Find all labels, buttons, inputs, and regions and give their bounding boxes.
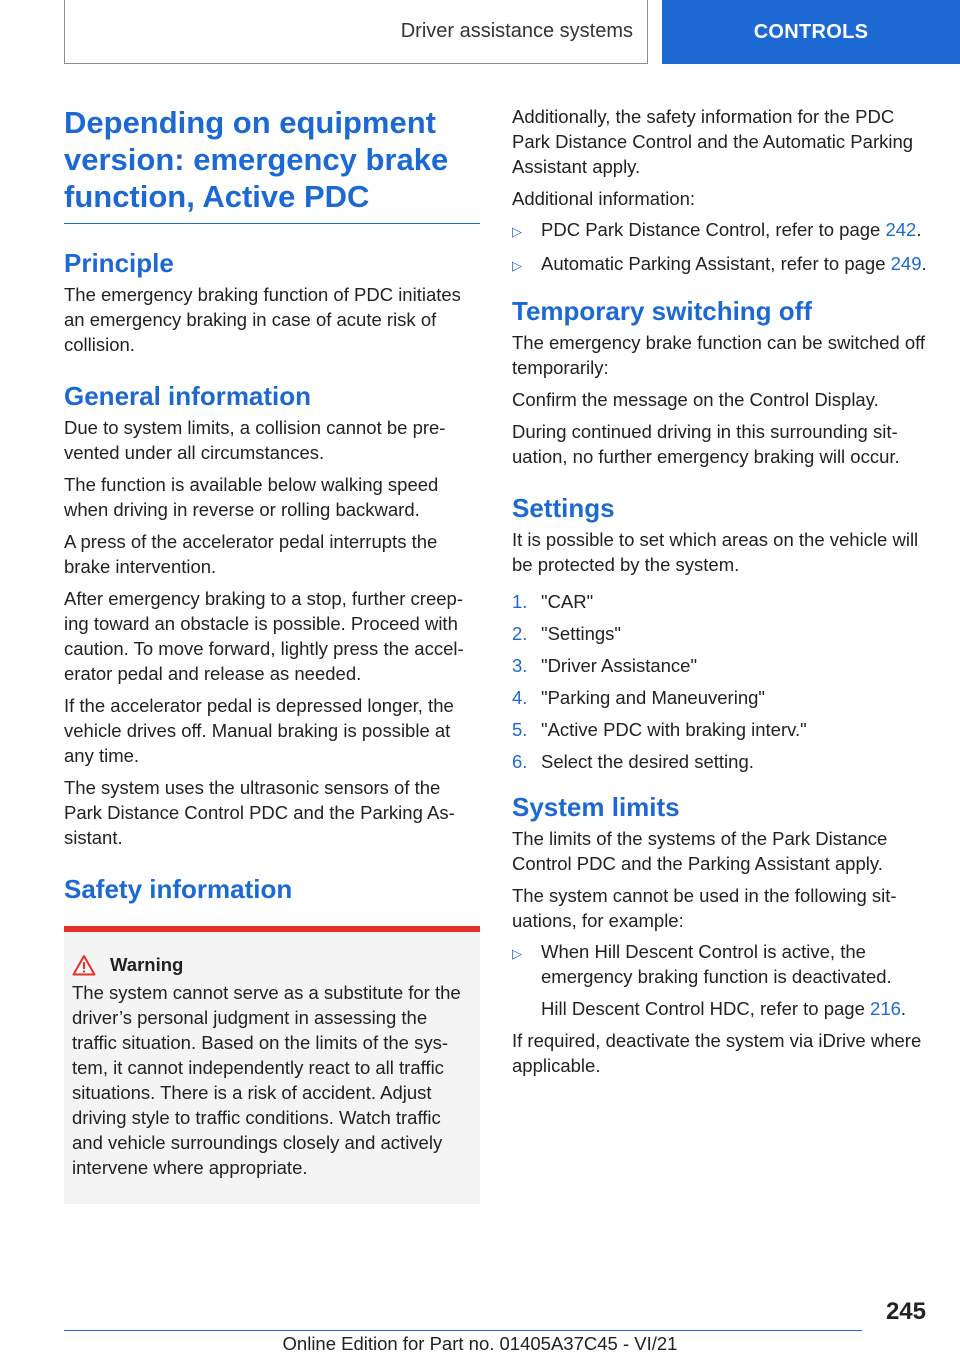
settings-heading: Settings [512, 493, 615, 523]
step-item [512, 653, 932, 678]
general-paragraph: The system uses the ultrasonic sensors of the Park Distance Control PDC and the Parking As-sistant. [64, 777, 455, 848]
principle-section [64, 248, 480, 357]
list-item-suffix: . [921, 253, 927, 274]
warning-title [72, 954, 472, 976]
temporary-paragraph: The emergency brake function can be switched off temporarily: [512, 332, 926, 378]
step-number: 6. [512, 751, 528, 772]
step-number: 1. [512, 591, 528, 612]
general-paragraph: A press of the accelerator pedal interrupts the brake intervention. [64, 531, 438, 577]
step-number: 4. [512, 687, 528, 708]
warning-box [64, 926, 480, 1204]
safety-heading: Safety information [64, 874, 293, 904]
step-number: 3. [512, 655, 528, 676]
step-number: 5. [512, 719, 528, 740]
limits-paragraph: The limits of the systems of the Park Distance Control PDC and the Parking Assistant apply. [512, 828, 888, 874]
page-title: Depending on equipment version: emergency brake function, Active PDC [64, 104, 480, 224]
list-item-text: When Hill Descent Control is active, the emergency braking function is deactivated. [541, 941, 892, 987]
triangle-bullet-icon: ▷ [512, 946, 522, 961]
settings-text: It is possible to set which areas on the vehicle will be protected by the system. [512, 529, 919, 575]
limits-reference [541, 996, 932, 1021]
list-item-text: PDC Park Distance Control, refer to page [541, 219, 886, 240]
step-item [512, 589, 932, 614]
temporary-heading: Temporary switching off [512, 296, 812, 326]
temporary-paragraph: Confirm the message on the Control Display. [512, 389, 879, 410]
general-paragraph: After emergency braking to a stop, further creep-ing toward an obstacle is possible. Proceed with caution. To move forward, lightly press the accel-erator pedal and release as needed. [64, 588, 464, 684]
header-section-title: Driver assistance systems [400, 20, 633, 42]
limits-heading: System limits [512, 792, 680, 822]
header-chapter-tab[interactable] [662, 0, 960, 64]
step-text: "Active PDC with braking interv." [541, 719, 807, 740]
right-column [512, 104, 932, 1078]
principle-text: The emergency braking function of PDC initiates an emergency braking in case of acute risk of collision. [64, 284, 461, 355]
general-heading: General information [64, 381, 312, 411]
header-chapter-label: CONTROLS [753, 20, 869, 43]
general-paragraph: The function is available below walking speed when driving in reverse or rolling backward. [64, 474, 439, 520]
step-text: Select the desired setting. [541, 751, 754, 772]
safety-section [64, 874, 480, 1204]
footer-divider [64, 1330, 862, 1331]
step-number: 2. [512, 623, 528, 644]
limits-section [512, 792, 932, 1078]
step-item [512, 685, 932, 710]
page-link[interactable]: 249 [890, 253, 922, 274]
principle-heading: Principle [64, 248, 174, 278]
step-text: "Parking and Maneuvering" [541, 687, 765, 708]
step-text: "Driver Assistance" [541, 655, 698, 676]
header-section-box [64, 0, 648, 64]
triangle-bullet-icon: ▷ [512, 224, 522, 239]
reference-text: Hill Descent Control HDC, refer to page [541, 998, 871, 1019]
limits-list [512, 939, 932, 989]
temporary-paragraph: During continued driving in this surrounding sit-uation, no further emergency braking will occur. [512, 421, 900, 467]
settings-steps [512, 589, 932, 774]
step-item [512, 749, 932, 774]
left-column [64, 104, 480, 1204]
additional-list [512, 217, 932, 278]
step-text: "Settings" [541, 623, 621, 644]
list-item [512, 217, 932, 244]
page-link[interactable]: 242 [885, 219, 917, 240]
list-item [512, 939, 932, 989]
step-text: "CAR" [541, 591, 594, 612]
temporary-section [512, 296, 932, 469]
warning-triangle-icon [72, 954, 110, 976]
limits-paragraph: The system cannot be used in the following sit-uations, for example: [512, 885, 897, 931]
list-item [512, 251, 932, 278]
additional-label: Additional information: [512, 188, 696, 209]
step-item [512, 717, 932, 742]
step-item [512, 621, 932, 646]
warning-text: The system cannot serve as a substitute for the driver’s personal judgment in assessing the traffic situation. Based on the limits of the sys-tem, it cannot independently react to all traffic situations. There is a risk of accident. Adjust driving style to traffic conditions. Watch traffic and vehicle surroundings closely and actively intervene where appropriate. [72, 982, 461, 1178]
page-number: 245 [885, 1298, 926, 1325]
settings-section [512, 493, 932, 774]
general-paragraph: Due to system limits, a collision cannot be pre-vented under all circumstances. [64, 417, 446, 463]
warning-label: Warning [110, 954, 184, 975]
limits-final: If required, deactivate the system via iDrive where applicable. [512, 1030, 922, 1076]
list-item-text: Automatic Parking Assistant, refer to page [541, 253, 891, 274]
intro-text: Additionally, the safety information for the PDC Park Distance Control and the Automatic Parking Assistant apply. [512, 106, 914, 177]
page-link[interactable]: 216 [870, 998, 901, 1019]
edition-footer: Online Edition for Part no. 01405A37C45 - VI/21 [282, 1333, 678, 1354]
list-item-suffix: . [916, 219, 922, 240]
general-paragraph: If the accelerator pedal is depressed longer, the vehicle drives off. Manual braking is possible at any time. [64, 695, 454, 766]
triangle-bullet-icon: ▷ [512, 258, 522, 273]
general-section [64, 381, 480, 850]
reference-suffix: . [900, 998, 907, 1019]
